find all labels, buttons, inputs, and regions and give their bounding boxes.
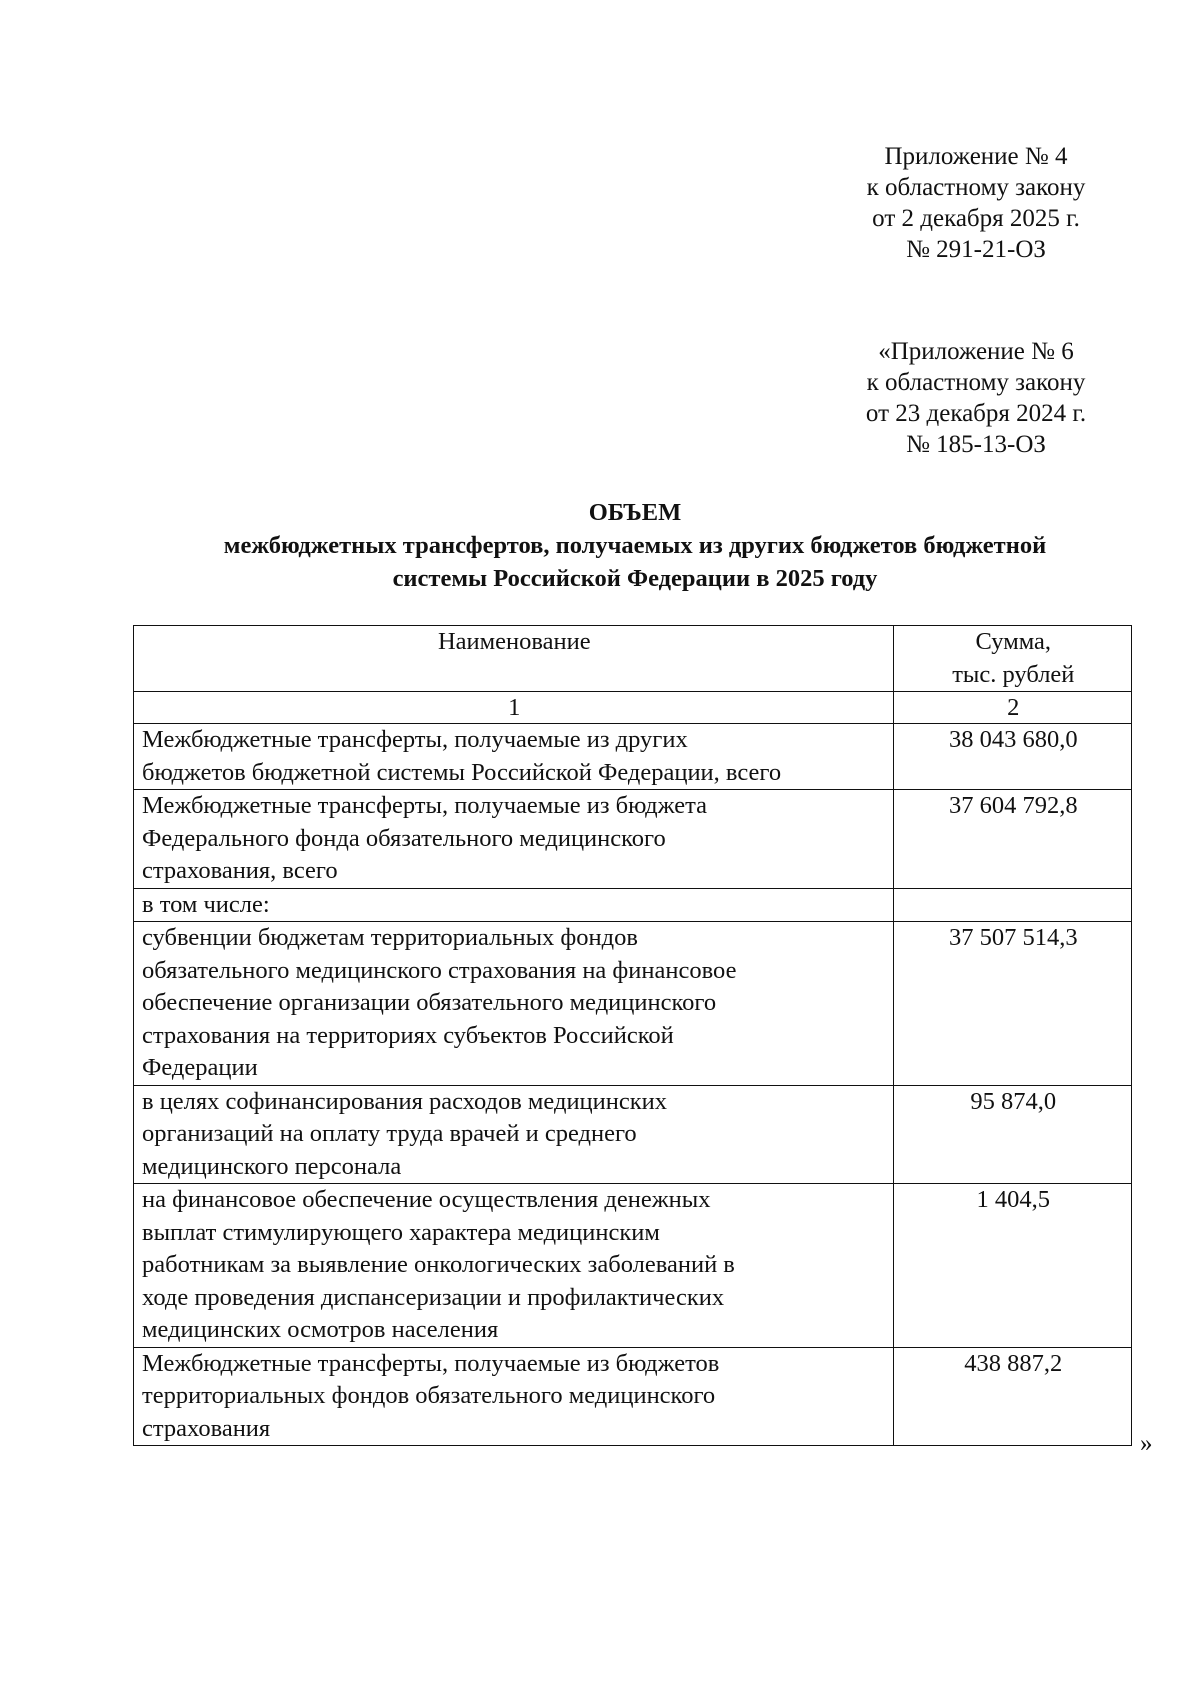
table-row [134,922,1132,1086]
title-subtitle-line-1: межбюджетных трансфертов, получаемых из других бюджетов бюджетной [223,532,1047,559]
row-name-line: ходе проведения диспансеризации и профилактических [142,1283,725,1311]
appendix-date: от 2 декабря 2025 г. [872,205,1080,232]
row-name-line: медицинских осмотров населения [142,1316,499,1343]
row-amount: 37 507 514,3 [948,924,1078,951]
row-amount-cell [893,1085,1131,1184]
transfers-table [133,625,1132,1446]
row-name-line: работникам за выявление онкологических заболеваний в [142,1251,735,1278]
table-row [134,888,1132,922]
header-sum-unit: тыс. рублей [952,660,1075,688]
row-name-cell [134,1184,894,1348]
row-name-line: Межбюджетные трансферты, получаемые из бюджетов [142,1349,720,1377]
header-sum-cell [893,626,1131,692]
row-name-line: выплат стимулирующего характера медицинским [142,1218,660,1246]
row-amount-cell [893,724,1131,790]
row-name-line: Федерального фонда обязательного медицинского [142,824,666,852]
closing-quote: » [1140,1430,1153,1457]
row-name-line: территориальных фондов обязательного медицинского [142,1382,716,1409]
row-name-cell [134,888,894,922]
row-name-line: в целях софинансирования расходов медицинских [142,1087,668,1115]
row-name-line: страхования, всего [142,857,338,884]
appendix-number: Приложение № 4 [884,143,1068,170]
row-name-line: Межбюджетные трансферты, получаемые из бюджета [142,792,708,819]
row-amount-cell [893,790,1131,889]
row-name-line: обеспечение организации обязательного медицинского [142,989,717,1016]
table-body [134,724,1132,1446]
row-amount-cell [893,1347,1131,1446]
header-name-label: Наименование [437,628,591,655]
table-row [134,1347,1132,1446]
appendix-reference [840,141,1112,265]
column-number-1: 1 [134,692,894,724]
row-amount-cell [893,888,1131,922]
title-subtitle-line-2: системы Российской Федерации в 2025 году [392,565,878,592]
row-amount: 95 874,0 [970,1087,1057,1115]
row-amount [902,889,1125,922]
document-title [140,496,1130,595]
header-name-cell [134,626,894,692]
header-sum-label: Сумма, [975,628,1052,655]
table-row [134,1184,1132,1348]
amended-appendix-number: «Приложение № 6 [878,338,1074,365]
row-name-line: Федерации [142,1054,258,1081]
row-name-line: обязательного медицинского страхования на финансовое [142,956,737,984]
row-name-line: в том числе: [142,890,270,918]
table-row [134,790,1132,889]
amended-appendix-law-number: № 185-13-ОЗ [906,431,1046,458]
row-amount: 1 404,5 [976,1186,1051,1213]
row-amount-cell [893,1184,1131,1348]
row-name-line: страхования на территориях субъектов Российской [142,1021,674,1049]
row-name-line: Межбюджетные трансферты, получаемые из других [142,726,688,753]
table-header-row [134,626,1132,692]
row-name-line: бюджетов бюджетной системы Российской Федерации, всего [142,758,782,786]
column-number-2: 2 [893,692,1131,724]
amended-appendix-law-ref: к областному закону [866,369,1086,396]
row-amount: 38 043 680,0 [948,726,1078,753]
row-name-cell [134,922,894,1086]
table-row [134,1085,1132,1184]
appendix-law-number: № 291-21-ОЗ [906,236,1046,263]
amended-appendix-date: от 23 декабря 2024 г. [865,400,1087,427]
amended-appendix-reference [840,336,1112,460]
row-name-cell [134,1085,894,1184]
row-name-cell [134,790,894,889]
row-amount: 37 604 792,8 [948,792,1078,819]
table-row [134,724,1132,790]
row-name-line: страхования [142,1414,271,1442]
row-name-cell [134,724,894,790]
row-amount-cell [893,922,1131,1086]
column-number-row [134,692,1132,724]
row-name-line: организаций на оплату труда врачей и среднего [142,1120,637,1147]
row-name-line: на финансовое обеспечение осуществления денежных [142,1186,711,1213]
row-name-cell [134,1347,894,1446]
row-name-line: медицинского персонала [142,1152,402,1180]
row-name-line: субвенции бюджетам территориальных фондов [142,924,638,951]
title-heading: ОБЪЕМ [588,499,682,526]
appendix-law-ref: к областному закону [866,174,1086,201]
row-amount: 438 887,2 [964,1349,1063,1377]
